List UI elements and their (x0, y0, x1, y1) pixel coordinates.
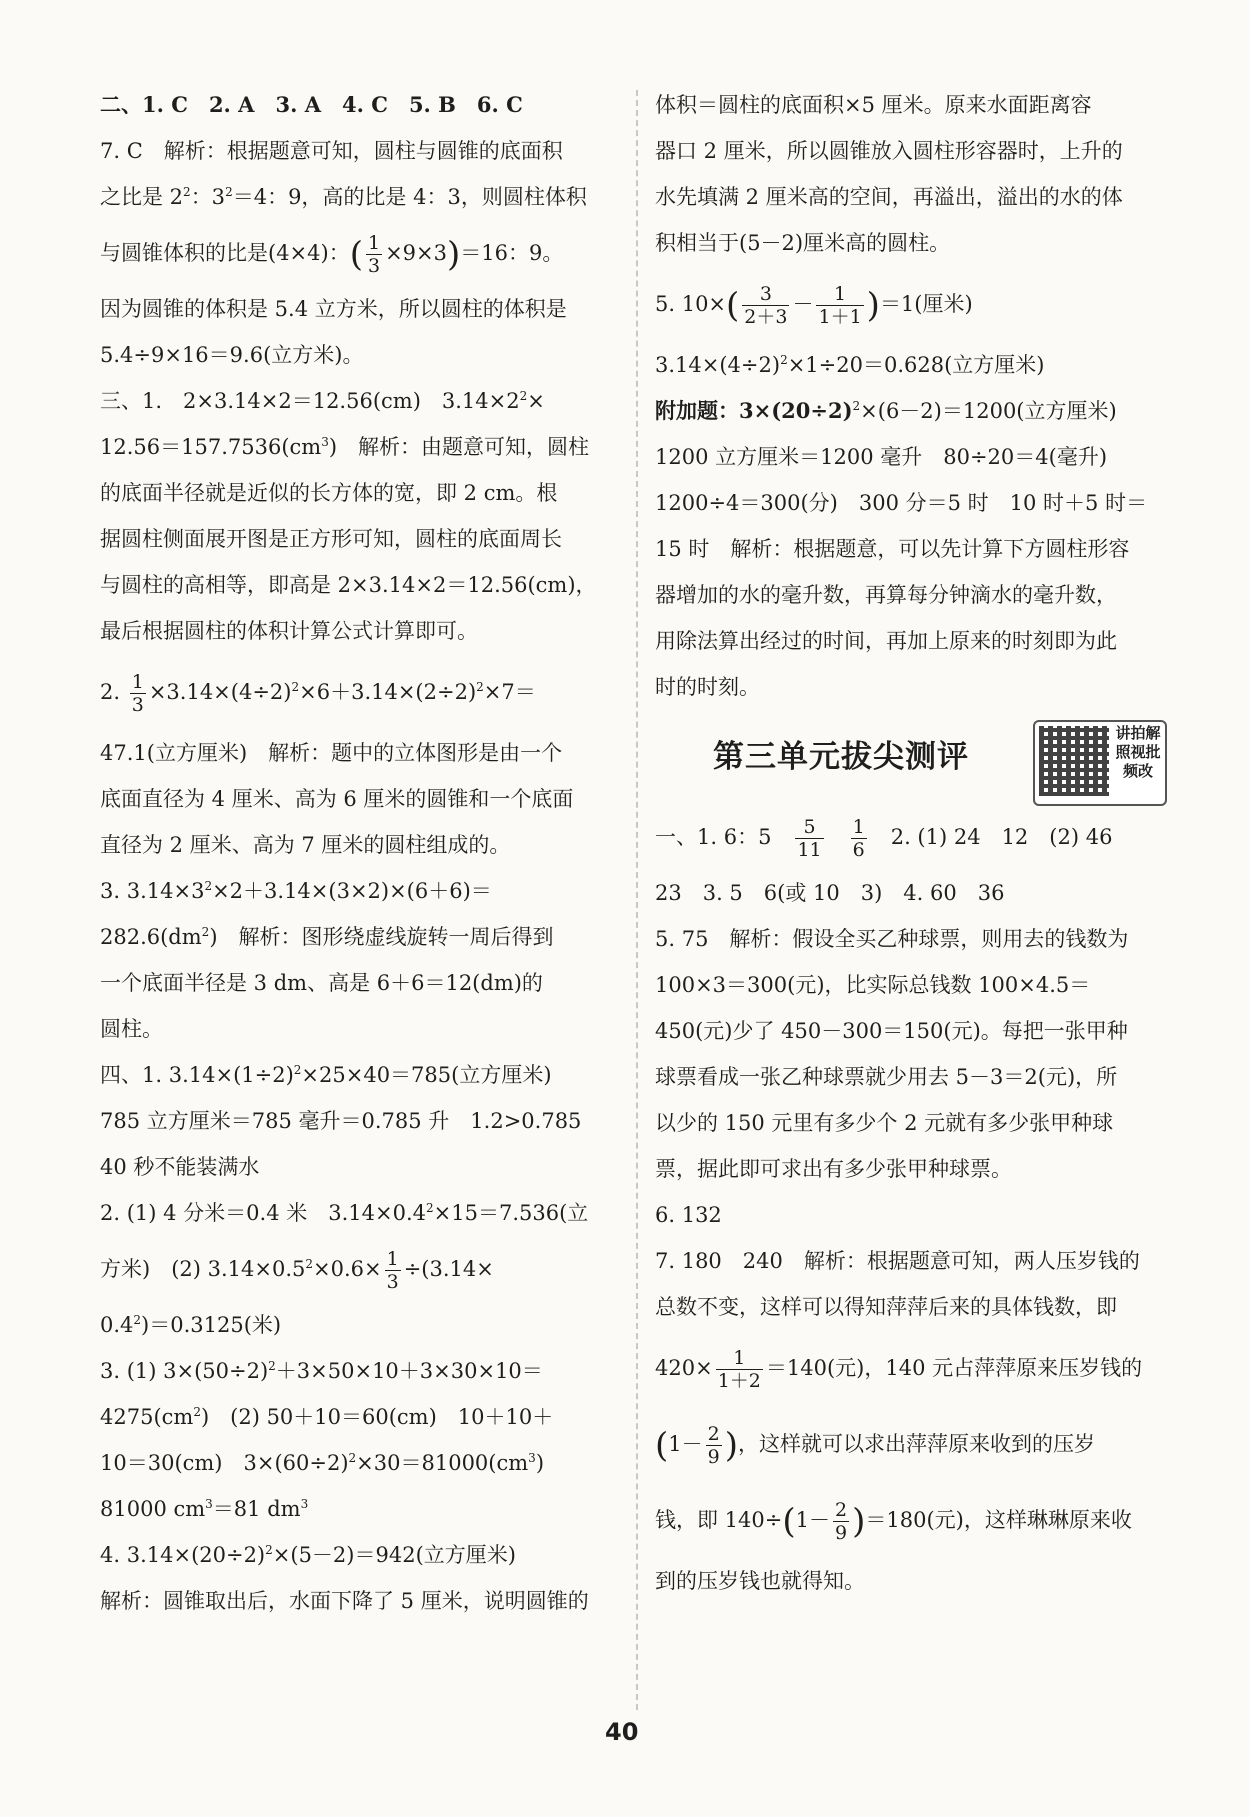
answer-line: 票，据此即可求出有多少张甲种球票。 (655, 1157, 1012, 1181)
answer-line: (1－ $\frac{2}{9}$ )，这样就可以求出萍萍原来收到的压岁 (655, 1423, 1095, 1468)
column-divider (636, 90, 638, 1710)
answer-line: 底面直径为 4 厘米、高为 6 厘米的圆锥和一个底面 (100, 787, 574, 811)
answer-line: 器口 2 厘米，所以圆锥放入圆柱形容器时，上升的 (655, 139, 1123, 163)
answer-line: 水先填满 2 厘米高的空间，再溢出，溢出的水的体 (655, 185, 1123, 209)
answer-line: 2. $\frac{1}{3}$ $\times 3.14\times(4\div 2)^2\times 6+3.14\times(2\div 2)^2\times 7=$ (100, 671, 536, 716)
answer-line: 据圆柱侧面展开图是正方形可知，圆柱的底面周长 (100, 527, 562, 551)
answer-line: 3. $3.14\times 3^2\times 2+3.14\times(3\times 2)\times(6+6)=$ (100, 879, 492, 903)
answer-line: 圆柱。 (100, 1017, 163, 1041)
answer-line: 总数不变，这样可以得知萍萍后来的具体钱数，即 (655, 1295, 1117, 1319)
fraction: $\frac{2}{9}$ (707, 1423, 720, 1468)
answer-line: 23 3. 5 6(或 10 3) 4. 60 36 (655, 881, 1005, 905)
answer-line: 5. 75 解析：假设全买乙种球票，则用去的钱数为 (655, 927, 1129, 951)
answer-line: 器增加的水的毫升数，再算每分钟滴水的毫升数， (655, 583, 1117, 607)
answer-line: 积相当于(5－2)厘米高的圆柱。 (655, 231, 951, 255)
answer-line: $3.14\times(4\div 2)^2\times 1\div 20=0.628$(立方厘米) (655, 353, 1045, 377)
qr-label: 讲拍解照视批频改 (1115, 724, 1161, 780)
answer-line: 最后根据圆柱的体积计算公式计算即可。 (100, 619, 478, 643)
answer-line: 6. 132 (655, 1203, 722, 1227)
answer-line: 时的时刻。 (655, 675, 760, 699)
answer-line: 81000 $cm^3=81$ $dm^3$ (100, 1497, 309, 1521)
answer-line: 7. C 解析：根据题意可知，圆柱与圆锥的底面积 (100, 139, 563, 163)
answer-line: 附加题：$3\times(20\div 2)^2\times(6-2)=1200$(立方厘米) (655, 398, 1117, 423)
answer-line: 与圆柱的高相等，即高是 2×3.14×2＝12.56(cm)， (100, 573, 597, 597)
answer-line: 1200÷4＝300(分) 300 分＝5 时 10 时＋5 时＝ (655, 491, 1148, 515)
qr-code-badge[interactable] (1033, 720, 1167, 806)
answer-line: 一个底面半径是 3 dm、高是 6＋6＝12(dm)的 (100, 971, 543, 995)
fraction: $\frac{1}{1+1}$ (818, 283, 862, 328)
fraction: $\frac{1}{1+2}$ (717, 1347, 761, 1392)
answer-line: 420× $\frac{1}{1+2}$ ＝140(元)，140 元占萍萍原来压岁钱的 (655, 1347, 1143, 1392)
answer-line: 785 立方厘米＝785 毫升＝0.785 升 1.2>0.785 (100, 1109, 582, 1133)
answer-line: 二、1. C 2. A 3. A 4. C 5. B 6. C (100, 92, 523, 117)
answer-line: 47.1(立方厘米) 解析：题中的立体图形是由一个 (100, 741, 563, 765)
answer-line: 4. $3.14\times(20\div 2)^2\times(5-2)=942$(立方厘米) (100, 1543, 516, 1567)
answer-line: 解析：圆锥取出后，水面下降了 5 厘米，说明圆锥的 (100, 1589, 589, 1613)
answer-line: 之比是 $2^2$：$3^2=4$：9，高的比是 4：3，则圆柱体积 (100, 185, 587, 209)
answer-line: 一、1. 6：5 $\frac{5}{11}$ $\frac{1}{6}$ 2. (1) 24 12 (2) 46 (655, 816, 1113, 861)
qr-code-icon[interactable] (1039, 726, 1109, 796)
answer-line: 以少的 150 元里有多少个 2 元就有多少张甲种球 (655, 1111, 1114, 1135)
answer-line: 四、1. $3.14\times(1\div 2)^2\times 25\times 40=785$(立方厘米) (100, 1063, 552, 1087)
answer-line: 直径为 2 厘米、高为 7 厘米的圆柱组成的。 (100, 833, 511, 857)
answer-line: 方米) (2) $3.14\times 0.5^2\times 0.6\times$ $\frac{1}{3}$ ÷(3.14× (100, 1248, 494, 1293)
page-number: 40 (605, 1718, 639, 1746)
answer-line: 因为圆锥的体积是 5.4 立方米，所以圆柱的体积是 (100, 297, 567, 321)
answer-line: 5. 10×( $\frac{3}{2+3}$ － $\frac{1}{1+1}$ )＝1(厘米) (655, 283, 973, 328)
answer-line: 10＝30(cm) $3\times(60\div 2)^2\times 30=81000(cm^3)$ (100, 1451, 545, 1475)
answer-line: 到的压岁钱也就得知。 (655, 1569, 865, 1593)
answer-line: $0.4^2)=0.3125$(米) (100, 1313, 282, 1337)
fraction: $\frac{1}{3}$ (386, 1248, 399, 1293)
answer-line: 钱，即 140÷(1－ $\frac{2}{9}$ )＝180(元)，这样琳琳原来收 (655, 1499, 1132, 1544)
answer-line: 7. 180 240 解析：根据题意可知，两人压岁钱的 (655, 1249, 1140, 1273)
answer-line: 2. (1) 4 分米＝0.4 米 $3.14\times 0.4^2\times 15=7.536$(立 (100, 1201, 589, 1225)
answer-line: 450(元)少了 450－300＝150(元)。每把一张甲种 (655, 1019, 1128, 1043)
answer-line: 用除法算出经过的时间，再加上原来的时刻即为此 (655, 629, 1117, 653)
answer-line: 体积＝圆柱的底面积×5 厘米。原来水面距离容 (655, 93, 1092, 117)
right-column (655, 82, 1167, 1604)
answer-line: 3. (1) $3\times(50\div 2)^2+3\times 50\times 10+3\times 30\times 10=$ (100, 1359, 543, 1383)
answer-line: $12.56=157.7536(cm^3)$ 解析：由题意可知，圆柱 (100, 435, 590, 459)
answer-line: 100×3＝300(元)，比实际总钱数 100×4.5＝ (655, 973, 1091, 997)
answer-line: $4275(cm^2)$ (2) 50＋10＝60(cm) 10＋10＋ (100, 1405, 554, 1429)
fraction: $\frac{1}{3}$ (131, 671, 144, 716)
section-title: 第三单元拔尖测评 (713, 739, 969, 775)
answer-line: $282.6(dm^2)$ 解析：图形绕虚线旋转一周后得到 (100, 925, 554, 949)
section-header (655, 718, 1167, 804)
left-column (100, 82, 630, 1624)
fraction: $\frac{2}{9}$ (835, 1499, 848, 1544)
fraction: $\frac{1}{6}$ (852, 816, 865, 861)
answer-line: 球票看成一张乙种球票就少用去 5－3＝2(元)，所 (655, 1065, 1118, 1089)
answer-line: 5.4÷9×16＝9.6(立方米)。 (100, 343, 364, 367)
fraction: $\frac{1}{3}$ (367, 232, 381, 277)
answer-line: 15 时 解析：根据题意，可以先计算下方圆柱形容 (655, 537, 1130, 561)
answer-line: 的底面半径就是近似的长方体的宽，即 2 cm。根 (100, 481, 558, 505)
answer-line: 1200 立方厘米＝1200 毫升 80÷20＝4(毫升) (655, 445, 1108, 469)
answer-line: 40 秒不能装满水 (100, 1155, 260, 1179)
fraction: $\frac{5}{11}$ (797, 816, 822, 861)
fraction: $\frac{3}{2+3}$ (744, 283, 788, 328)
answer-line: 三、1. 2×3.14×2＝12.56(cm) $3.14\times 2^2\times$ (100, 389, 545, 413)
answer-line: 与圆锥体积的比是(4×4)：( $\frac{1}{3}$ ×9×3)＝16：9。 (100, 232, 564, 277)
